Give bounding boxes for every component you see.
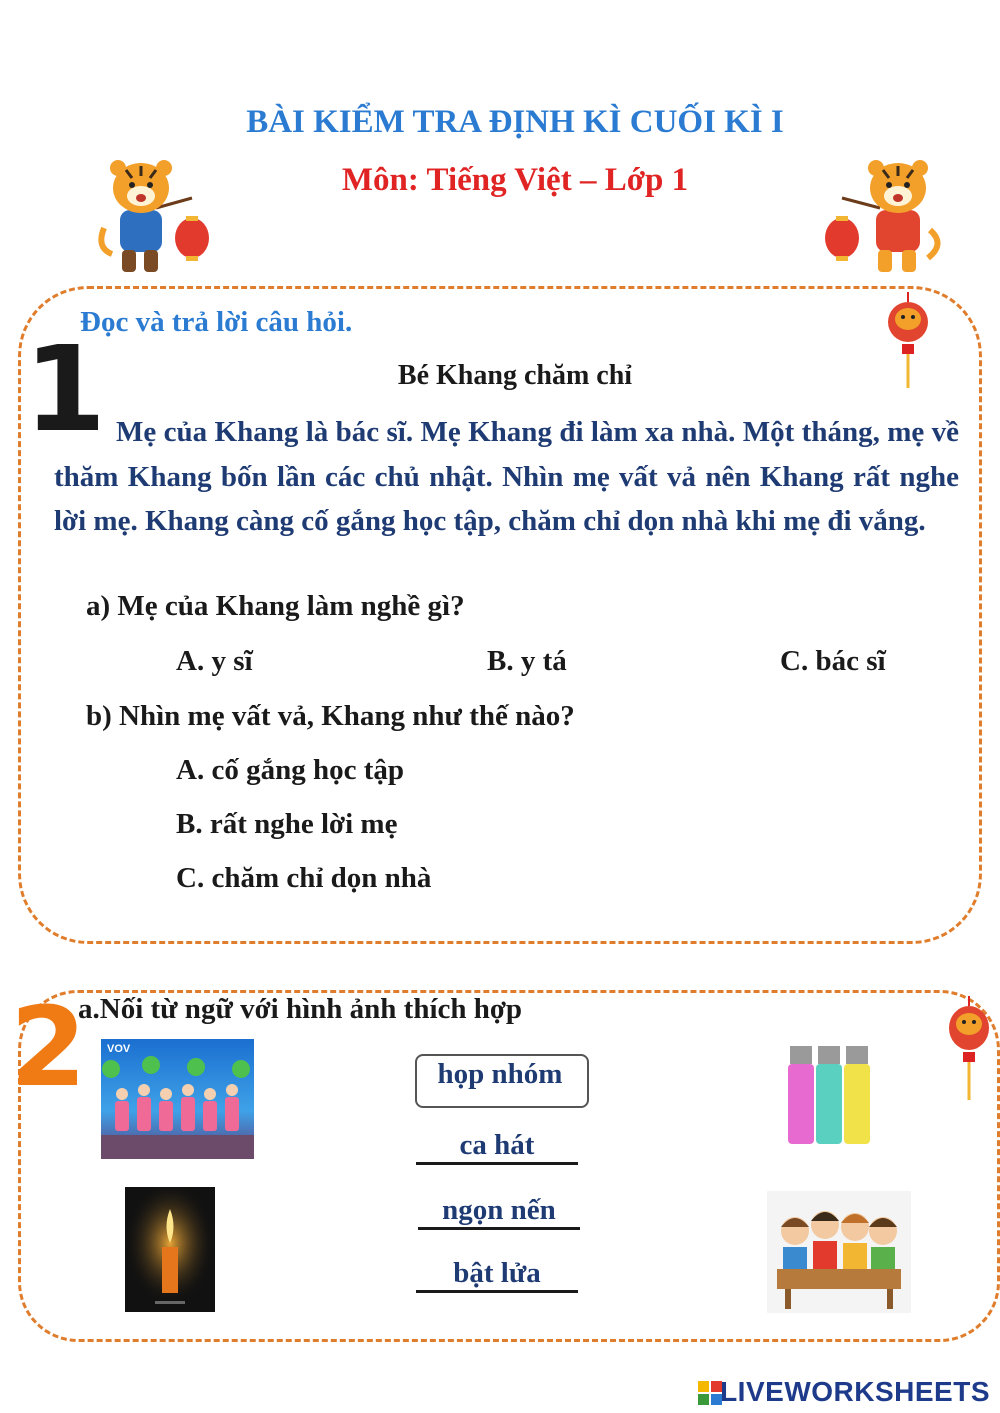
tiger-charm-icon <box>946 996 992 1104</box>
tiger-lantern-left-icon <box>96 158 218 280</box>
section-1-instruction: Đọc và trả lời câu hỏi. <box>80 306 353 338</box>
word-underline <box>418 1227 580 1230</box>
word-ngon-nen[interactable]: ngọn nến <box>442 1194 556 1226</box>
lighters-image[interactable] <box>782 1042 882 1150</box>
page-subtitle: Môn: Tiếng Việt – Lớp 1 <box>341 162 689 198</box>
word-hop-nhom[interactable]: họp nhóm <box>437 1058 563 1090</box>
question-a-option-b[interactable]: B. y tá <box>487 645 567 677</box>
section-2-number: 2 <box>10 983 87 1111</box>
story-title: Bé Khang chăm chỉ <box>397 360 633 391</box>
question-a-option-c[interactable]: C. bác sĩ <box>780 645 886 677</box>
question-b-option-a[interactable]: A. cố gắng học tập <box>176 754 404 786</box>
question-b: b) Nhìn mẹ vất vả, Khang như thế nào? <box>86 700 575 732</box>
question-a-option-a[interactable]: A. y sĩ <box>176 645 253 677</box>
singing-children-image[interactable] <box>101 1039 254 1159</box>
group-meeting-image[interactable] <box>767 1191 911 1313</box>
word-underline <box>416 1290 578 1293</box>
question-a: a) Mẹ của Khang làm nghề gì? <box>86 590 465 622</box>
section-1-number: 1 <box>24 320 107 458</box>
page-title: BÀI KIỂM TRA ĐỊNH KÌ CUỐI KÌ I <box>246 104 784 140</box>
section-2-instruction: a.Nối từ ngữ với hình ảnh thích hợp <box>78 993 523 1025</box>
photo-watermark: VOV <box>107 1043 131 1055</box>
word-bat-lua[interactable]: bật lửa <box>453 1257 541 1289</box>
footer-brand[interactable]: LIVEWORKSHEETS <box>720 1376 990 1407</box>
word-ca-hat[interactable]: ca hát <box>459 1129 535 1161</box>
question-b-option-b[interactable]: B. rất nghe lời mẹ <box>176 808 398 840</box>
liveworksheets-logo-icon <box>698 1381 722 1405</box>
tiger-lantern-right-icon <box>820 158 948 280</box>
word-underline <box>416 1162 578 1165</box>
story-passage: Mẹ của Khang là bác sĩ. Mẹ Khang đi làm xa nhà. Một tháng, mẹ về thăm Khang bốn lần các chủ nhật. Nhìn mẹ vất vả nên Khang rất nghe lời mẹ. Khang càng cố gắng học tập, chăm chỉ dọn nhà khi mẹ đi vắng. <box>54 416 959 537</box>
question-b-option-c[interactable]: C. chăm chỉ dọn nhà <box>176 862 432 894</box>
candle-image[interactable] <box>125 1187 215 1312</box>
